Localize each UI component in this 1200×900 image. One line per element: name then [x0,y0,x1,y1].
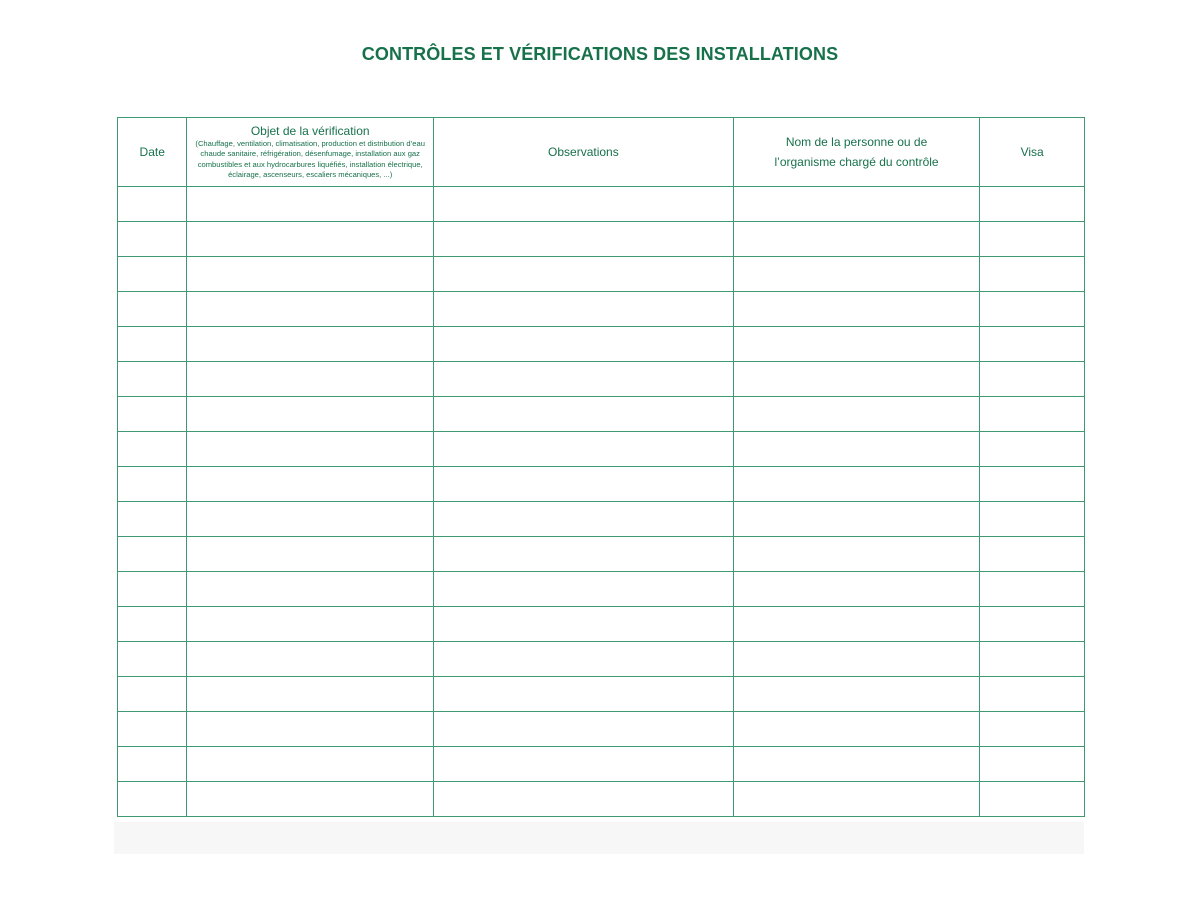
cell-objet[interactable] [187,502,434,537]
cell-visa[interactable] [980,362,1085,397]
cell-date[interactable] [118,187,187,222]
cell-objet[interactable] [187,432,434,467]
table-row [118,257,1085,292]
cell-objet[interactable] [187,467,434,502]
cell-objet[interactable] [187,362,434,397]
cell-observations[interactable] [433,747,733,782]
column-header-date: Date [118,118,187,187]
cell-nom[interactable] [733,432,980,467]
cell-observations[interactable] [433,572,733,607]
cell-visa[interactable] [980,502,1085,537]
column-header-observations: Observations [433,118,733,187]
cell-nom[interactable] [733,257,980,292]
cell-date[interactable] [118,712,187,747]
cell-date[interactable] [118,607,187,642]
table-header-row [118,118,1085,187]
cell-objet[interactable] [187,782,434,817]
table-row [118,432,1085,467]
table-row [118,187,1085,222]
cell-visa[interactable] [980,782,1085,817]
table-row [118,362,1085,397]
cell-visa[interactable] [980,642,1085,677]
cell-nom[interactable] [733,572,980,607]
column-header-visa: Visa [980,118,1085,187]
cell-visa[interactable] [980,537,1085,572]
cell-date[interactable] [118,467,187,502]
cell-nom[interactable] [733,397,980,432]
cell-objet[interactable] [187,572,434,607]
cell-visa[interactable] [980,747,1085,782]
cell-objet[interactable] [187,642,434,677]
cell-objet[interactable] [187,747,434,782]
cell-observations[interactable] [433,397,733,432]
cell-objet[interactable] [187,292,434,327]
cell-observations[interactable] [433,607,733,642]
cell-observations[interactable] [433,782,733,817]
cell-observations[interactable] [433,222,733,257]
table-row [118,677,1085,712]
cell-objet[interactable] [187,327,434,362]
cell-visa[interactable] [980,432,1085,467]
cell-observations[interactable] [433,362,733,397]
cell-visa[interactable] [980,257,1085,292]
cell-date[interactable] [118,362,187,397]
cell-visa[interactable] [980,572,1085,607]
column-header-objet-detail: (Chauffage, ventilation, climatisation, production et distribution d’eau chaude sanitaire, réfrigération, désenfumage, installation aux gaz combustibles et aux hydrocarbures liquéfiés, installation électrique, éclairage, ascenseurs, escaliers mécaniques, ...) [195,138,425,179]
cell-nom[interactable] [733,292,980,327]
inspection-register-table [117,117,1085,817]
cell-visa[interactable] [980,187,1085,222]
cell-observations[interactable] [433,642,733,677]
cell-observations[interactable] [433,187,733,222]
cell-date[interactable] [118,292,187,327]
cell-observations[interactable] [433,327,733,362]
cell-nom[interactable] [733,782,980,817]
table-row [118,782,1085,817]
cell-date[interactable] [118,397,187,432]
cell-objet[interactable] [187,257,434,292]
cell-observations[interactable] [433,537,733,572]
table-row [118,642,1085,677]
cell-observations[interactable] [433,432,733,467]
table-row [118,712,1085,747]
cell-nom[interactable] [733,747,980,782]
cell-date[interactable] [118,432,187,467]
cell-nom[interactable] [733,362,980,397]
page-title: CONTRÔLES ET VÉRIFICATIONS DES INSTALLATIONS [361,44,839,64]
cell-visa[interactable] [980,222,1085,257]
column-header-objet [187,118,434,187]
cell-nom[interactable] [733,712,980,747]
cell-nom[interactable] [733,677,980,712]
cell-visa[interactable] [980,467,1085,502]
cell-date[interactable] [118,537,187,572]
cell-observations[interactable] [433,502,733,537]
cell-objet[interactable] [187,677,434,712]
cell-objet[interactable] [187,187,434,222]
cell-observations[interactable] [433,292,733,327]
table-row [118,222,1085,257]
cell-date[interactable] [118,502,187,537]
table-row [118,397,1085,432]
table-row [118,572,1085,607]
cell-visa[interactable] [980,292,1085,327]
cell-date[interactable] [118,747,187,782]
table-row [118,467,1085,502]
cell-visa[interactable] [980,712,1085,747]
cell-date[interactable] [118,642,187,677]
table-body [118,187,1085,817]
cell-date[interactable] [118,257,187,292]
cell-date[interactable] [118,327,187,362]
column-header-objet-title: Objet de la vérification [250,123,370,138]
column-header-nom-line-1: Nom de la personne ou de [785,135,928,149]
cell-observations[interactable] [433,712,733,747]
cell-visa[interactable] [980,397,1085,432]
cell-objet[interactable] [187,712,434,747]
cell-objet[interactable] [187,397,434,432]
cell-objet[interactable] [187,537,434,572]
table-row [118,292,1085,327]
column-header-nom-line-2: l’organisme chargé du contrôle [774,155,939,169]
cell-date[interactable] [118,677,187,712]
cell-visa[interactable] [980,607,1085,642]
cell-observations[interactable] [433,467,733,502]
cell-objet[interactable] [187,222,434,257]
cell-nom[interactable] [733,537,980,572]
cell-date[interactable] [118,782,187,817]
cell-nom[interactable] [733,187,980,222]
cell-date[interactable] [118,222,187,257]
table-row [118,537,1085,572]
cell-nom[interactable] [733,327,980,362]
cell-nom[interactable] [733,222,980,257]
cell-observations[interactable] [433,677,733,712]
table-row [118,747,1085,782]
table-row [118,327,1085,362]
footer-band [114,822,1084,854]
cell-date[interactable] [118,572,187,607]
cell-nom[interactable] [733,467,980,502]
column-header-nom [733,118,980,187]
cell-objet[interactable] [187,607,434,642]
cell-observations[interactable] [433,257,733,292]
cell-nom[interactable] [733,642,980,677]
cell-visa[interactable] [980,677,1085,712]
cell-visa[interactable] [980,327,1085,362]
cell-nom[interactable] [733,502,980,537]
table-row [118,607,1085,642]
cell-nom[interactable] [733,607,980,642]
table-row [118,502,1085,537]
